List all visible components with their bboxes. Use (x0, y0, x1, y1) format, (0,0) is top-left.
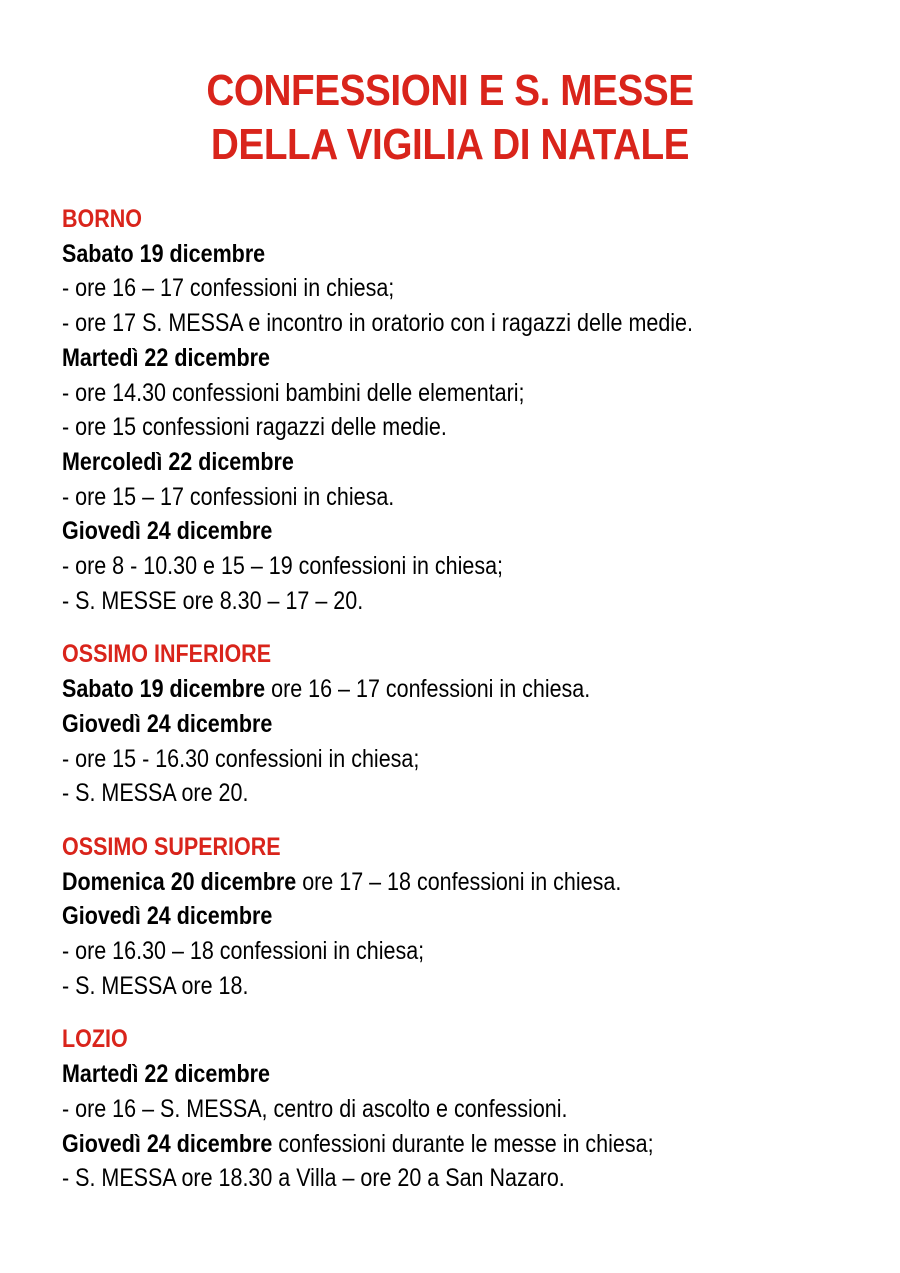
schedule-day (62, 341, 853, 376)
title-line-1: CONFESSIONI E S. MESSE (206, 66, 694, 115)
schedule-day (62, 672, 853, 707)
schedule-day (62, 445, 853, 480)
section-ossimo-inferiore (62, 637, 862, 811)
schedule-text: - ore 15 confessioni ragazzi delle medie. (62, 413, 447, 442)
schedule-day (62, 865, 853, 900)
schedule-text: - S. MESSA ore 20. (62, 779, 249, 808)
day-label: Giovedì 24 dicembre (62, 517, 273, 546)
schedule-item (62, 742, 853, 777)
day-label: Sabato 19 dicembre (62, 239, 266, 268)
day-label: Mercoledì 22 dicembre (62, 447, 294, 476)
schedule-item (62, 549, 853, 584)
section-heading: LOZIO (62, 1025, 128, 1054)
schedule-day (62, 899, 853, 934)
schedule-item (62, 1092, 853, 1127)
title-line-2: DELLA VIGILIA DI NATALE (210, 120, 690, 169)
schedule-text: - ore 16.30 – 18 confessioni in chiesa; (62, 937, 425, 966)
day-label: Martedì 22 dicembre (62, 343, 270, 372)
schedule-day (62, 707, 853, 742)
day-label: Giovedì 24 dicembre (62, 709, 273, 738)
schedule-day (62, 514, 853, 549)
schedule-text: - ore 15 – 17 confessioni in chiesa. (62, 482, 395, 511)
schedule-text: - ore 14.30 confessioni bambini delle elementari; (62, 378, 525, 407)
schedule-text: - ore 17 S. MESSA e incontro in oratorio con i ragazzi delle medie. (62, 309, 693, 338)
schedule-text: - ore 16 – 17 confessioni in chiesa; (62, 274, 395, 303)
section-heading: OSSIMO SUPERIORE (62, 832, 281, 861)
day-label: Domenica 20 dicembre (62, 867, 297, 896)
section-heading: BORNO (62, 205, 143, 233)
schedule-text: - S. MESSA ore 18.30 a Villa – ore 20 a San Nazaro. (62, 1164, 565, 1193)
schedule-item (62, 271, 853, 306)
schedule-item (62, 969, 853, 1004)
section-borno (62, 202, 862, 618)
schedule-item (62, 480, 853, 515)
day-label: Sabato 19 dicembre (62, 675, 266, 704)
schedule-item (62, 376, 853, 411)
schedule-day (62, 237, 853, 272)
schedule-item (62, 584, 853, 619)
schedule-item (62, 776, 853, 811)
schedule-text: ore 17 – 18 confessioni in chiesa. (296, 867, 622, 896)
document-page (62, 64, 862, 1215)
schedule-text: - S. MESSE ore 8.30 – 17 – 20. (62, 586, 364, 615)
schedule-text: confessioni durante le messe in chiesa; (272, 1129, 654, 1158)
day-label: Giovedì 24 dicembre (62, 1129, 273, 1158)
schedule-text: - S. MESSA ore 18. (62, 971, 249, 1000)
schedule-day (62, 1057, 853, 1092)
schedule-item (62, 1161, 853, 1196)
schedule-text: - ore 16 – S. MESSA, centro di ascolto e confessioni. (62, 1094, 568, 1123)
schedule-day (62, 1127, 853, 1162)
day-label: Giovedì 24 dicembre (62, 902, 273, 931)
schedule-item (62, 410, 853, 445)
schedule-item (62, 306, 853, 341)
section-heading: OSSIMO INFERIORE (62, 640, 272, 669)
schedule-text: - ore 8 - 10.30 e 15 – 19 confessioni in chiesa; (62, 552, 504, 581)
section-lozio (62, 1022, 862, 1196)
schedule-item (62, 934, 853, 969)
document-title (54, 64, 846, 172)
schedule-text: - ore 15 - 16.30 confessioni in chiesa; (62, 744, 420, 773)
section-ossimo-superiore (62, 830, 862, 1004)
schedule-text: ore 16 – 17 confessioni in chiesa. (265, 675, 591, 704)
day-label: Martedì 22 dicembre (62, 1060, 270, 1089)
schedule-sections (62, 202, 862, 1196)
